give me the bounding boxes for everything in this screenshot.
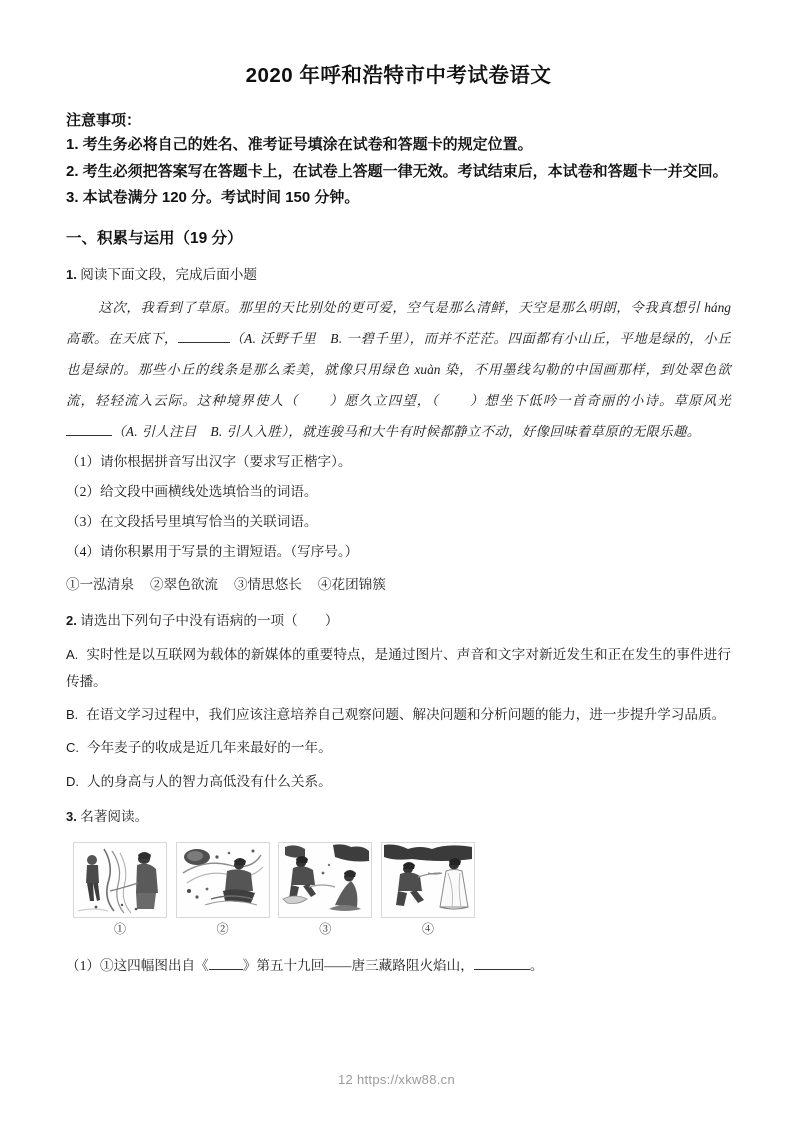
fill-blank-word-2[interactable] xyxy=(66,423,112,436)
option-a-label: A. xyxy=(66,646,79,662)
question-1-sub-2: （2）给文段中画横线处选填恰当的词语。 xyxy=(66,484,318,500)
question-3-sub-1-prefix: （1）①这四幅图出自《 xyxy=(66,957,209,973)
question-3-sub-1 xyxy=(66,952,731,979)
question-1-stem-text: 阅读下面文段，完成后面小题 xyxy=(80,266,257,282)
pinyin-xuan: xuàn xyxy=(414,362,441,378)
phrase-item-1: ①一泓清泉 xyxy=(66,576,134,592)
question-2-stem xyxy=(66,608,731,635)
passage-part-5: ）愿久立四望，（ xyxy=(328,393,440,409)
figure-image-4 xyxy=(381,842,475,918)
question-2-stem-text: 请选出下列句子中没有语病的一项（ ） xyxy=(80,613,339,629)
question-1-sub-3: （3）在文段括号里填写恰当的关联词语。 xyxy=(66,514,318,530)
passage-part-3: （A. 沃野千里 B. 一碧千里），而并不茫茫。四面都有小山丘，平地是绿的，小丘也是绿的。那些小丘的线条是那么柔美，就像只用绿色 xyxy=(66,331,732,378)
question-1-sub-4: （4）请你积累用于写景的主谓短语。（写序号。） xyxy=(66,543,359,559)
question-1-sub-1: （1）请你根据拼音写出汉字（要求写正楷字）。 xyxy=(66,454,352,470)
passage-part-1: 这次，我看到了草原。那里的天比别处的更可爱，空气是那么清鲜，天空是那么明朗，令我真想引 xyxy=(98,300,705,315)
phrase-item-3: ③情思悠长 xyxy=(233,576,302,592)
option-c-label: C. xyxy=(66,740,79,756)
fill-blank-word-1[interactable] xyxy=(178,330,230,343)
phrase-item-2: ②翠色欲流 xyxy=(149,576,218,592)
notice-item-1: 1. 考生务必将自己的姓名、准考证号填涂在试卷和答题卡的规定位置。 xyxy=(66,136,533,154)
notice-item-3: 3. 本试卷满分 120 分。考试时间 150 分钟。 xyxy=(66,189,360,207)
figure-cell-2 xyxy=(177,842,269,938)
question-1-phrase-list xyxy=(66,571,731,600)
figure-cell-3 xyxy=(279,842,371,938)
figure-caption-3: ③ xyxy=(319,922,332,937)
question-3-stem-text: 名著阅读。 xyxy=(80,808,149,824)
passage-part-6: ）想坐下低吟一首奇丽的小诗。草原风光 xyxy=(469,393,731,409)
question-1-passage xyxy=(66,292,731,447)
question-1-stem xyxy=(66,262,731,289)
figure-image-2 xyxy=(176,842,270,918)
question-2-option-c[interactable] xyxy=(66,734,731,761)
question-2-option-b[interactable] xyxy=(66,701,731,728)
page-content xyxy=(66,0,731,979)
figure-caption-2: ② xyxy=(216,922,229,937)
figure-cell-4 xyxy=(382,842,474,938)
question-3-stem xyxy=(66,804,731,831)
figure-image-3 xyxy=(278,842,372,918)
question-2-option-d[interactable] xyxy=(66,768,731,795)
figure-caption-4: ④ xyxy=(421,922,434,937)
question-2-number: 2. xyxy=(66,613,77,629)
question-1-number: 1. xyxy=(66,266,77,282)
phrase-item-4: ④花团锦簇 xyxy=(317,576,386,592)
option-b-label: B. xyxy=(66,707,79,723)
question-3-sub-1-middle: 》第五十九回——唐三藏路阻火焰山， xyxy=(242,957,474,973)
section-heading-1: 一、积累与运用（19 分） xyxy=(66,230,243,248)
passage-part-2: 高歌。在天底下， xyxy=(66,331,178,347)
figure-image-1 xyxy=(73,842,167,918)
question-2-option-a[interactable] xyxy=(66,641,731,695)
option-b-text: 在语文学习过程中，我们应该注意培养自己观察问题、解决问题和分析问题的能力，进一步提升学习品质。 xyxy=(86,707,726,723)
option-d-text: 人的身高与人的智力高低没有什么关系。 xyxy=(87,773,332,789)
fill-blank-chapter-title[interactable] xyxy=(474,957,530,970)
notice-heading: 注意事项： xyxy=(66,111,142,129)
fill-blank-book-title[interactable] xyxy=(209,957,243,970)
question-3-number: 3. xyxy=(66,808,77,824)
option-c-text: 今年麦子的收成是近几年来最好的一年。 xyxy=(87,740,332,756)
passage-part-4: 染，不用墨线勾勒的中国画那样，到处翠色欲流，轻轻流入云际。这种境界使人（ xyxy=(66,362,731,409)
figure-caption-1: ① xyxy=(113,922,126,937)
page-title: 2020 年呼和浩特市中考试卷语文 xyxy=(245,64,552,87)
pinyin-hang: háng xyxy=(704,300,731,315)
notice-item-2: 2. 考生必须把答案写在答题卡上，在试卷上答题一律无效。考试结束后，本试卷和答题卡一并交回。 xyxy=(66,162,728,180)
question-3-figure-strip xyxy=(74,842,474,938)
question-3-sub-1-suffix: 。 xyxy=(529,957,544,973)
option-d-label: D. xyxy=(66,773,79,789)
passage-part-7: （A. 引人注目 B. 引人入胜），就连骏马和大牛有时候都静立不动，好像回味着草原的无限乐趣。 xyxy=(112,424,701,440)
figure-cell-1 xyxy=(74,842,166,938)
page-footer-watermark: 12 https://xkw88.cn xyxy=(338,1072,455,1087)
option-a-text: 实时性是以互联网为载体的新媒体的重要特点，是通过图片、声音和文字对新近发生和正在发生的事件进行传播。 xyxy=(66,646,731,689)
